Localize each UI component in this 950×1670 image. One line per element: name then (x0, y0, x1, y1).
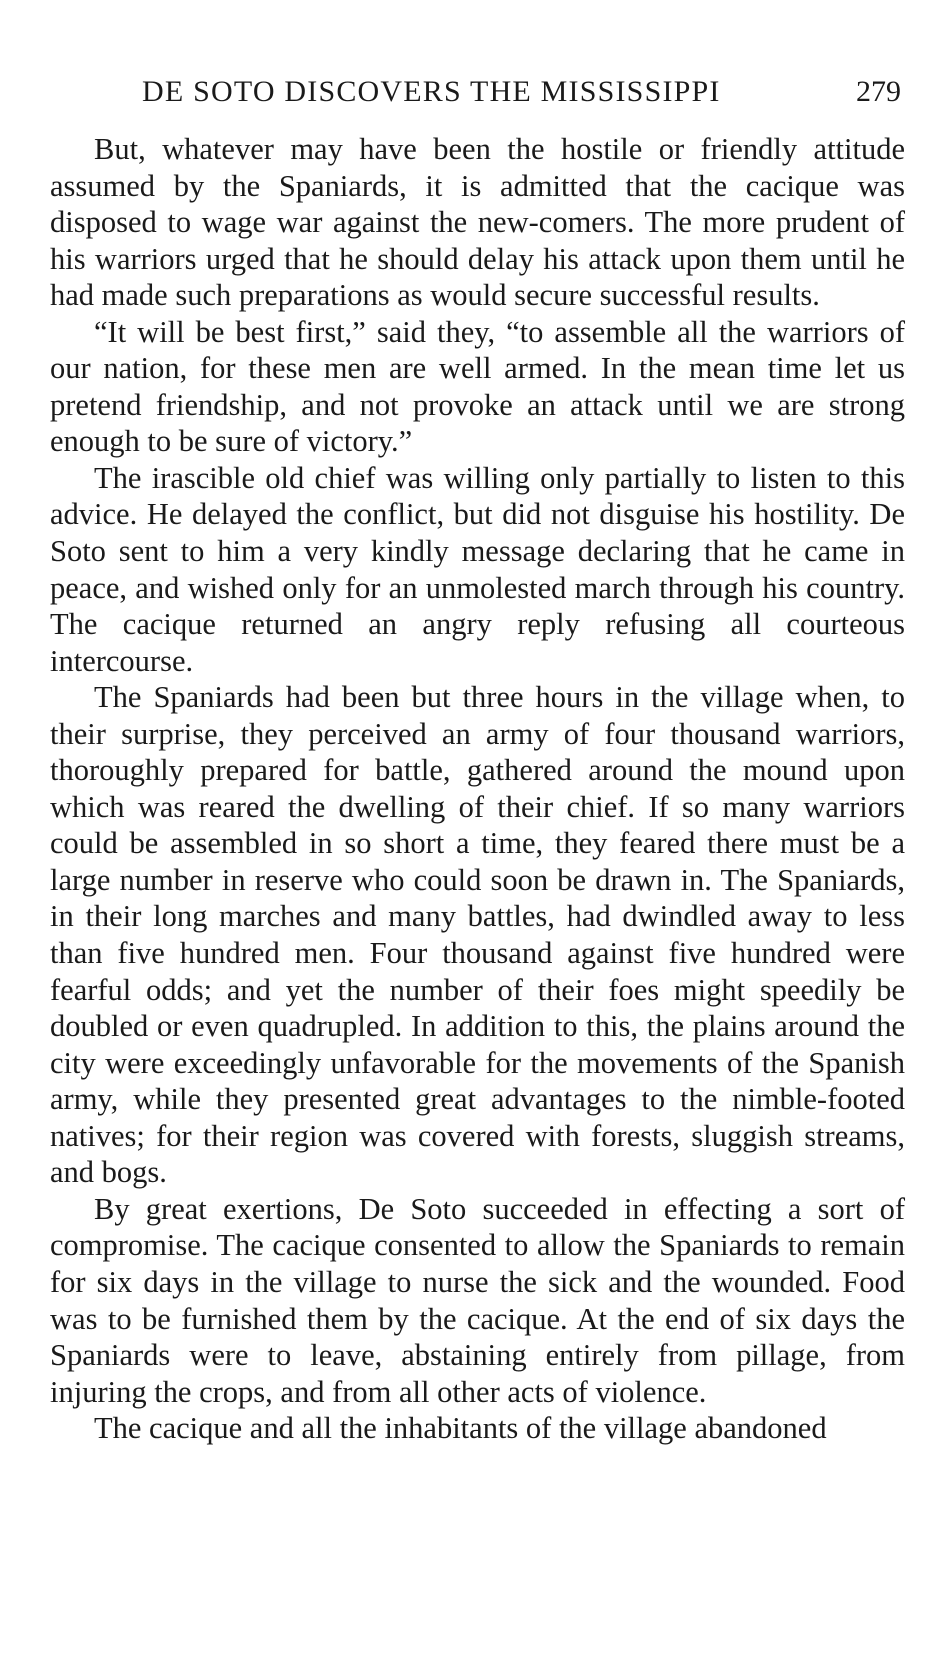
body-text (50, 131, 905, 1447)
paragraph: The Spaniards had been but three hours in the village when, to their surprise, they perceived an army of four thousand warriors, thoroughly prepared for battle, gathered around the mound upon which was reared the dwelling of their chief. If so many warriors could be assembled in so short a time, they feared there must be a large number in reserve who could soon be drawn in. The Spaniards, in their long marches and many battles, had dwindled away to less than five hundred men. Four thousand against five hundred were fearful odds; and yet the number of their foes might speedily be doubled or even quadrupled. In addition to this, the plains around the city were exceedingly unfavorable for the movements of the Spanish army, while they presented great advantages to the nimble-footed natives; for their region was covered with forests, sluggish streams, and bogs. (50, 680, 905, 1190)
paragraph: The cacique and all the inhabitants of the village abandoned (94, 1411, 827, 1446)
paragraph: “It will be best first,” said they, “to assemble all the warriors of our nation, for these men are well armed. In the mean time let us pretend friendship, and not provoke an attack until we are strong enough to be sure of victory.” (50, 314, 905, 459)
running-title: DE SOTO DISCOVERS THE MISSISSIPPI (142, 75, 721, 108)
paragraph: But, whatever may have been the hostile or friendly attitude assumed by the Spaniards, it is admitted that the cacique was disposed to wage war against the new-comers. The more prudent of his warriors urged that he should delay his attack upon them until he had made such preparations as would secure successful results. (50, 132, 905, 313)
running-head (50, 70, 905, 114)
page-number: 279 (856, 75, 901, 108)
paragraph: The irascible old chief was willing only partially to listen to this advice. He delayed the conflict, but did not disguise his hostility. De Soto sent to him a very kindly message declaring that he came in peace, and wished only for an unmolested march through his country. The cacique returned an angry reply refusing all courteous intercourse. (50, 460, 905, 678)
paragraph: By great exertions, De Soto succeeded in effecting a sort of compromise. The cacique consented to allow the Spaniards to remain for six days in the village to nurse the sick and the wounded. Food was to be furnished them by the cacique. At the end of six days the Spaniards were to leave, abstaining entirely from pillage, from injuring the crops, and from all other acts of violence. (50, 1191, 905, 1409)
